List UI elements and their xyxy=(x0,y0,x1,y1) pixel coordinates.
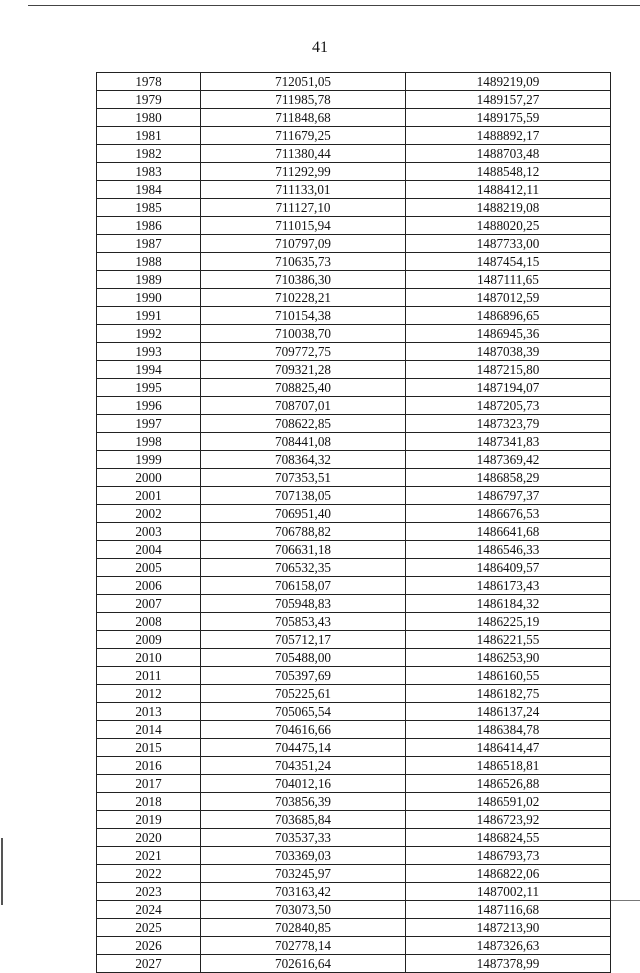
point-number-cell: 1987 xyxy=(97,235,201,253)
table-row xyxy=(97,235,611,253)
point-number-cell: 2006 xyxy=(97,577,201,595)
point-number-cell: 1991 xyxy=(97,307,201,325)
y-coordinate-cell: 1487369,42 xyxy=(406,451,611,469)
x-coordinate-cell: 703856,39 xyxy=(201,793,406,811)
table-row xyxy=(97,181,611,199)
x-coordinate-cell: 708441,08 xyxy=(201,433,406,451)
x-coordinate-cell: 703245,97 xyxy=(201,865,406,883)
y-coordinate-cell: 1487012,59 xyxy=(406,289,611,307)
x-coordinate-cell: 707138,05 xyxy=(201,487,406,505)
x-coordinate-cell: 702778,14 xyxy=(201,937,406,955)
y-coordinate-cell: 1486409,57 xyxy=(406,559,611,577)
y-coordinate-cell: 1486641,68 xyxy=(406,523,611,541)
y-coordinate-cell: 1486384,78 xyxy=(406,721,611,739)
table-row xyxy=(97,667,611,685)
x-coordinate-cell: 705853,43 xyxy=(201,613,406,631)
point-number-cell: 1988 xyxy=(97,253,201,271)
x-coordinate-cell: 704351,24 xyxy=(201,757,406,775)
point-number-cell: 1996 xyxy=(97,397,201,415)
x-coordinate-cell: 710635,73 xyxy=(201,253,406,271)
point-number-cell: 2003 xyxy=(97,523,201,541)
y-coordinate-cell: 1488703,48 xyxy=(406,145,611,163)
x-coordinate-cell: 706788,82 xyxy=(201,523,406,541)
table-row xyxy=(97,721,611,739)
x-coordinate-cell: 710154,38 xyxy=(201,307,406,325)
y-coordinate-cell: 1487323,79 xyxy=(406,415,611,433)
y-coordinate-cell: 1486526,88 xyxy=(406,775,611,793)
table-row xyxy=(97,271,611,289)
table-row xyxy=(97,145,611,163)
point-number-cell: 1983 xyxy=(97,163,201,181)
page-number: 41 xyxy=(312,39,328,56)
x-coordinate-cell: 705948,83 xyxy=(201,595,406,613)
point-number-cell: 1998 xyxy=(97,433,201,451)
y-coordinate-cell: 1487733,00 xyxy=(406,235,611,253)
table-row xyxy=(97,451,611,469)
point-number-cell: 2002 xyxy=(97,505,201,523)
x-coordinate-cell: 706532,35 xyxy=(201,559,406,577)
point-number-cell: 2018 xyxy=(97,793,201,811)
y-coordinate-cell: 1487002,11 xyxy=(406,883,611,901)
point-number-cell: 2011 xyxy=(97,667,201,685)
point-number-cell: 2025 xyxy=(97,919,201,937)
x-coordinate-cell: 705488,00 xyxy=(201,649,406,667)
table-row xyxy=(97,415,611,433)
table-row xyxy=(97,469,611,487)
x-coordinate-cell: 704616,66 xyxy=(201,721,406,739)
table-row xyxy=(97,649,611,667)
x-coordinate-cell: 705397,69 xyxy=(201,667,406,685)
x-coordinate-cell: 709321,28 xyxy=(201,361,406,379)
x-coordinate-cell: 711985,78 xyxy=(201,91,406,109)
y-coordinate-cell: 1486253,90 xyxy=(406,649,611,667)
x-coordinate-cell: 702840,85 xyxy=(201,919,406,937)
table-row xyxy=(97,955,611,973)
y-coordinate-cell: 1486676,53 xyxy=(406,505,611,523)
table-row xyxy=(97,379,611,397)
x-coordinate-cell: 709772,75 xyxy=(201,343,406,361)
table-row xyxy=(97,397,611,415)
x-coordinate-cell: 705225,61 xyxy=(201,685,406,703)
y-coordinate-cell: 1488892,17 xyxy=(406,127,611,145)
y-coordinate-cell: 1486137,24 xyxy=(406,703,611,721)
x-coordinate-cell: 703163,42 xyxy=(201,883,406,901)
table-row xyxy=(97,253,611,271)
point-number-cell: 2004 xyxy=(97,541,201,559)
y-coordinate-cell: 1486824,55 xyxy=(406,829,611,847)
point-number-cell: 2026 xyxy=(97,937,201,955)
y-coordinate-cell: 1486182,75 xyxy=(406,685,611,703)
point-number-cell: 1979 xyxy=(97,91,201,109)
coordinates-table xyxy=(96,72,611,973)
y-coordinate-cell: 1486822,06 xyxy=(406,865,611,883)
y-coordinate-cell: 1487341,83 xyxy=(406,433,611,451)
y-coordinate-cell: 1486221,55 xyxy=(406,631,611,649)
y-coordinate-cell: 1486546,33 xyxy=(406,541,611,559)
table-row xyxy=(97,541,611,559)
table-row xyxy=(97,901,611,919)
table-row xyxy=(97,775,611,793)
point-number-cell: 1985 xyxy=(97,199,201,217)
point-number-cell: 2014 xyxy=(97,721,201,739)
point-number-cell: 2019 xyxy=(97,811,201,829)
point-number-cell: 1993 xyxy=(97,343,201,361)
y-coordinate-cell: 1487194,07 xyxy=(406,379,611,397)
y-coordinate-cell: 1487326,63 xyxy=(406,937,611,955)
y-coordinate-cell: 1486797,37 xyxy=(406,487,611,505)
point-number-cell: 2021 xyxy=(97,847,201,865)
table-row xyxy=(97,685,611,703)
point-number-cell: 2024 xyxy=(97,901,201,919)
y-coordinate-cell: 1487116,68 xyxy=(406,901,611,919)
x-coordinate-cell: 706158,07 xyxy=(201,577,406,595)
table-row xyxy=(97,829,611,847)
point-number-cell: 1980 xyxy=(97,109,201,127)
x-coordinate-cell: 702616,64 xyxy=(201,955,406,973)
table-row xyxy=(97,325,611,343)
table-row xyxy=(97,613,611,631)
x-coordinate-cell: 706631,18 xyxy=(201,541,406,559)
table-row xyxy=(97,811,611,829)
y-coordinate-cell: 1489157,27 xyxy=(406,91,611,109)
point-number-cell: 1986 xyxy=(97,217,201,235)
x-coordinate-cell: 710386,30 xyxy=(201,271,406,289)
point-number-cell: 1992 xyxy=(97,325,201,343)
point-number-cell: 1994 xyxy=(97,361,201,379)
y-coordinate-cell: 1488219,08 xyxy=(406,199,611,217)
table-row xyxy=(97,199,611,217)
y-coordinate-cell: 1487378,99 xyxy=(406,955,611,973)
table-row xyxy=(97,865,611,883)
x-coordinate-cell: 711848,68 xyxy=(201,109,406,127)
point-number-cell: 1999 xyxy=(97,451,201,469)
table-row xyxy=(97,127,611,145)
point-number-cell: 1981 xyxy=(97,127,201,145)
page-left-edge-line xyxy=(1,838,3,905)
y-coordinate-cell: 1487111,65 xyxy=(406,271,611,289)
x-coordinate-cell: 707353,51 xyxy=(201,469,406,487)
x-coordinate-cell: 711292,99 xyxy=(201,163,406,181)
point-number-cell: 2016 xyxy=(97,757,201,775)
table-row xyxy=(97,919,611,937)
table-row xyxy=(97,433,611,451)
y-coordinate-cell: 1486945,36 xyxy=(406,325,611,343)
table-row xyxy=(97,487,611,505)
y-coordinate-cell: 1487454,15 xyxy=(406,253,611,271)
table-row xyxy=(97,289,611,307)
y-coordinate-cell: 1487213,90 xyxy=(406,919,611,937)
x-coordinate-cell: 703685,84 xyxy=(201,811,406,829)
y-coordinate-cell: 1487215,80 xyxy=(406,361,611,379)
point-number-cell: 1997 xyxy=(97,415,201,433)
x-coordinate-cell: 711679,25 xyxy=(201,127,406,145)
table-row xyxy=(97,361,611,379)
y-coordinate-cell: 1489175,59 xyxy=(406,109,611,127)
x-coordinate-cell: 708364,32 xyxy=(201,451,406,469)
point-number-cell: 1982 xyxy=(97,145,201,163)
y-coordinate-cell: 1486896,65 xyxy=(406,307,611,325)
table-row xyxy=(97,163,611,181)
table-row xyxy=(97,847,611,865)
y-coordinate-cell: 1488020,25 xyxy=(406,217,611,235)
y-coordinate-cell: 1489219,09 xyxy=(406,73,611,91)
x-coordinate-cell: 711380,44 xyxy=(201,145,406,163)
x-coordinate-cell: 710228,21 xyxy=(201,289,406,307)
table-row xyxy=(97,343,611,361)
table-row xyxy=(97,703,611,721)
x-coordinate-cell: 704475,14 xyxy=(201,739,406,757)
x-coordinate-cell: 708825,40 xyxy=(201,379,406,397)
x-coordinate-cell: 703537,33 xyxy=(201,829,406,847)
point-number-cell: 2000 xyxy=(97,469,201,487)
y-coordinate-cell: 1486518,81 xyxy=(406,757,611,775)
point-number-cell: 1984 xyxy=(97,181,201,199)
point-number-cell: 2023 xyxy=(97,883,201,901)
x-coordinate-cell: 710038,70 xyxy=(201,325,406,343)
point-number-cell: 2008 xyxy=(97,613,201,631)
point-number-cell: 2007 xyxy=(97,595,201,613)
point-number-cell: 2005 xyxy=(97,559,201,577)
table-row xyxy=(97,217,611,235)
point-number-cell: 2009 xyxy=(97,631,201,649)
table-row xyxy=(97,757,611,775)
table-row xyxy=(97,595,611,613)
y-coordinate-cell: 1487205,73 xyxy=(406,397,611,415)
coordinates-table-body xyxy=(97,73,611,973)
x-coordinate-cell: 708707,01 xyxy=(201,397,406,415)
x-coordinate-cell: 711127,10 xyxy=(201,199,406,217)
y-coordinate-cell: 1486414,47 xyxy=(406,739,611,757)
table-row xyxy=(97,91,611,109)
y-coordinate-cell: 1486225,19 xyxy=(406,613,611,631)
x-coordinate-cell: 712051,05 xyxy=(201,73,406,91)
y-coordinate-cell: 1487038,39 xyxy=(406,343,611,361)
point-number-cell: 2020 xyxy=(97,829,201,847)
table-row xyxy=(97,631,611,649)
table-row xyxy=(97,73,611,91)
point-number-cell: 2022 xyxy=(97,865,201,883)
y-coordinate-cell: 1486858,29 xyxy=(406,469,611,487)
table-row xyxy=(97,307,611,325)
point-number-cell: 2027 xyxy=(97,955,201,973)
point-number-cell: 2017 xyxy=(97,775,201,793)
x-coordinate-cell: 703369,03 xyxy=(201,847,406,865)
x-coordinate-cell: 704012,16 xyxy=(201,775,406,793)
y-coordinate-cell: 1486160,55 xyxy=(406,667,611,685)
x-coordinate-cell: 710797,09 xyxy=(201,235,406,253)
y-coordinate-cell: 1486591,02 xyxy=(406,793,611,811)
table-row xyxy=(97,937,611,955)
table-row xyxy=(97,883,611,901)
point-number-cell: 2015 xyxy=(97,739,201,757)
y-coordinate-cell: 1486184,32 xyxy=(406,595,611,613)
x-coordinate-cell: 706951,40 xyxy=(201,505,406,523)
point-number-cell: 1989 xyxy=(97,271,201,289)
table-row xyxy=(97,739,611,757)
table-row xyxy=(97,109,611,127)
point-number-cell: 1990 xyxy=(97,289,201,307)
x-coordinate-cell: 711015,94 xyxy=(201,217,406,235)
x-coordinate-cell: 703073,50 xyxy=(201,901,406,919)
y-coordinate-cell: 1486173,43 xyxy=(406,577,611,595)
point-number-cell: 2001 xyxy=(97,487,201,505)
table-row xyxy=(97,559,611,577)
page-top-edge-line xyxy=(28,5,640,6)
y-coordinate-cell: 1488548,12 xyxy=(406,163,611,181)
point-number-cell: 1978 xyxy=(97,73,201,91)
point-number-cell: 2013 xyxy=(97,703,201,721)
y-coordinate-cell: 1486723,92 xyxy=(406,811,611,829)
x-coordinate-cell: 705712,17 xyxy=(201,631,406,649)
table-row xyxy=(97,505,611,523)
x-coordinate-cell: 708622,85 xyxy=(201,415,406,433)
point-number-cell: 1995 xyxy=(97,379,201,397)
point-number-cell: 2012 xyxy=(97,685,201,703)
table-row xyxy=(97,793,611,811)
x-coordinate-cell: 711133,01 xyxy=(201,181,406,199)
point-number-cell: 2010 xyxy=(97,649,201,667)
x-coordinate-cell: 705065,54 xyxy=(201,703,406,721)
y-coordinate-cell: 1486793,73 xyxy=(406,847,611,865)
table-row xyxy=(97,577,611,595)
table-row xyxy=(97,523,611,541)
y-coordinate-cell: 1488412,11 xyxy=(406,181,611,199)
